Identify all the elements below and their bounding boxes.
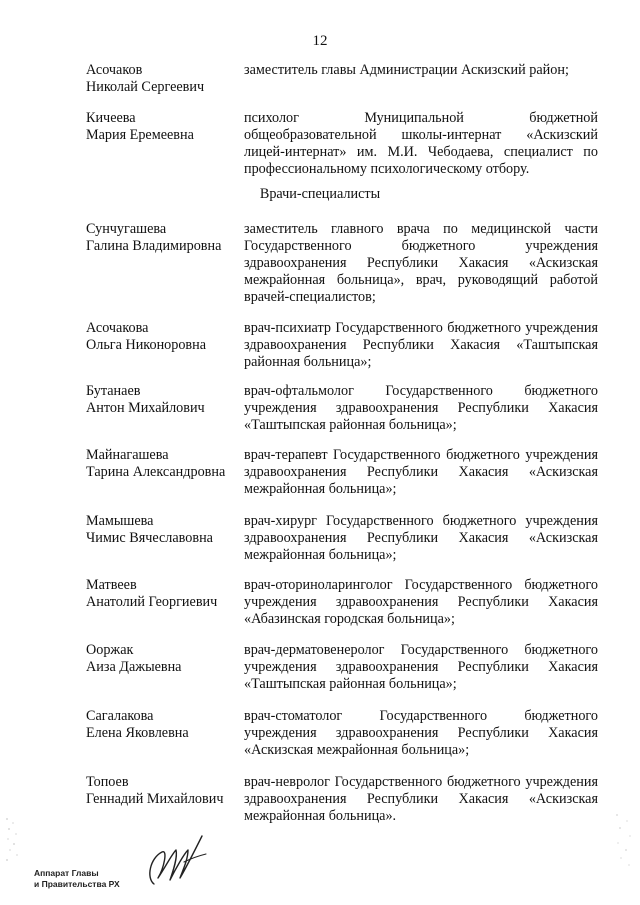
member-given-names: Чимис Вячеславовна (86, 530, 213, 546)
member-name (86, 221, 244, 306)
member-given-names: Аиза Дажыевна (86, 659, 182, 675)
member-given-names: Ольга Никоноровна (86, 337, 207, 353)
member-name (86, 447, 244, 498)
member-entry (86, 221, 598, 306)
member-role: врач-офтальмолог Государственного бюджетного учреждения здравоохранения Республики Хакасия «Таштыпская районная больница»; (244, 383, 598, 433)
member-surname: Асочакова (86, 320, 149, 336)
member-surname: Матвеев (86, 577, 137, 593)
member-entry (86, 708, 598, 759)
member-entry (86, 110, 598, 178)
member-entry (86, 513, 598, 564)
member-given-names: Геннадий Михайлович (86, 791, 224, 807)
member-role: врач-оториноларинголог Государственного бюджетного учреждения здравоохранения Республики Хакасия «Абазинская городская больница»; (244, 577, 598, 627)
member-given-names: Галина Владимировна (86, 238, 222, 254)
scan-noise (4, 815, 22, 865)
member-surname: Кичеева (86, 110, 136, 126)
member-surname: Сунчугашева (86, 221, 167, 237)
page-number: 12 (312, 33, 328, 49)
member-given-names: Елена Яковлевна (86, 725, 189, 741)
member-given-names: Тарина Александровна (86, 464, 226, 480)
member-entry (86, 320, 598, 371)
member-role: врач-невролог Государственного бюджетного учреждения здравоохранения Республики Хакасия «Аскизская межрайонная больница». (244, 774, 598, 824)
member-name (86, 774, 244, 825)
member-surname: Мамышева (86, 513, 154, 529)
member-role: заместитель главного врача по медицинской части Государственного бюджетного учреждения здравоохранения Республики Хакасия «Аскизская межрайонная больница», врач, руководящий работой врачей-специалистов; (244, 221, 598, 305)
member-entry (86, 447, 598, 498)
stamp-line: и Правительства РХ (34, 879, 120, 889)
member-entry (86, 642, 598, 693)
member-given-names: Мария Еремеевна (86, 127, 194, 143)
member-given-names: Анатолий Георгиевич (86, 594, 218, 610)
stamp-line: Аппарат Главы (34, 868, 99, 878)
member-name (86, 320, 244, 371)
member-name (86, 62, 244, 96)
scan-noise (612, 810, 634, 870)
member-name (86, 383, 244, 434)
member-name (86, 513, 244, 564)
member-entry (86, 383, 598, 434)
stamp-label (34, 868, 120, 890)
member-given-names: Николай Сергеевич (86, 79, 205, 95)
section-title: Врачи-специалисты (259, 186, 381, 202)
member-role: врач-дерматовенеролог Государственного бюджетного учреждения здравоохранения Республики Хакасия «Таштыпская районная больница»; (244, 642, 598, 692)
member-role: заместитель главы Администрации Аскизский район; (244, 62, 569, 78)
member-entry (86, 62, 598, 96)
member-name (86, 642, 244, 693)
member-role: врач-психиатр Государственного бюджетного учреждения здравоохранения Республики Хакасия «Таштыпская районная больница»; (244, 320, 598, 370)
member-surname: Топоев (86, 774, 129, 790)
member-entry (86, 774, 598, 825)
member-surname: Майнагашева (86, 447, 169, 463)
member-role: врач-хирург Государственного бюджетного учреждения здравоохранения Республики Хакасия «Аскизская межрайонная больница»; (244, 513, 598, 563)
member-role: врач-стоматолог Государственного бюджетного учреждения здравоохранения Республики Хакасия «Аскизская межрайонная больница»; (244, 708, 598, 758)
member-name (86, 577, 244, 628)
signature-image (140, 828, 210, 890)
member-name (86, 708, 244, 759)
member-surname: Сагалакова (86, 708, 154, 724)
member-entry (86, 577, 598, 628)
member-name (86, 110, 244, 178)
member-role: врач-терапевт Государственного бюджетного учреждения здравоохранения Республики Хакасия «Аскизская межрайонная больница»; (244, 447, 598, 497)
member-surname: Бутанаев (86, 383, 141, 399)
member-given-names: Антон Михайлович (86, 400, 205, 416)
member-role: психолог Муниципальной бюджетной общеобразовательной школы-интернат «Аскизский лицей-интернат» им. М.И. Чебодаева, специалист по профессиональному психологическому отбору. (244, 110, 598, 177)
member-surname: Ооржак (86, 642, 134, 658)
member-surname: Асочаков (86, 62, 143, 78)
